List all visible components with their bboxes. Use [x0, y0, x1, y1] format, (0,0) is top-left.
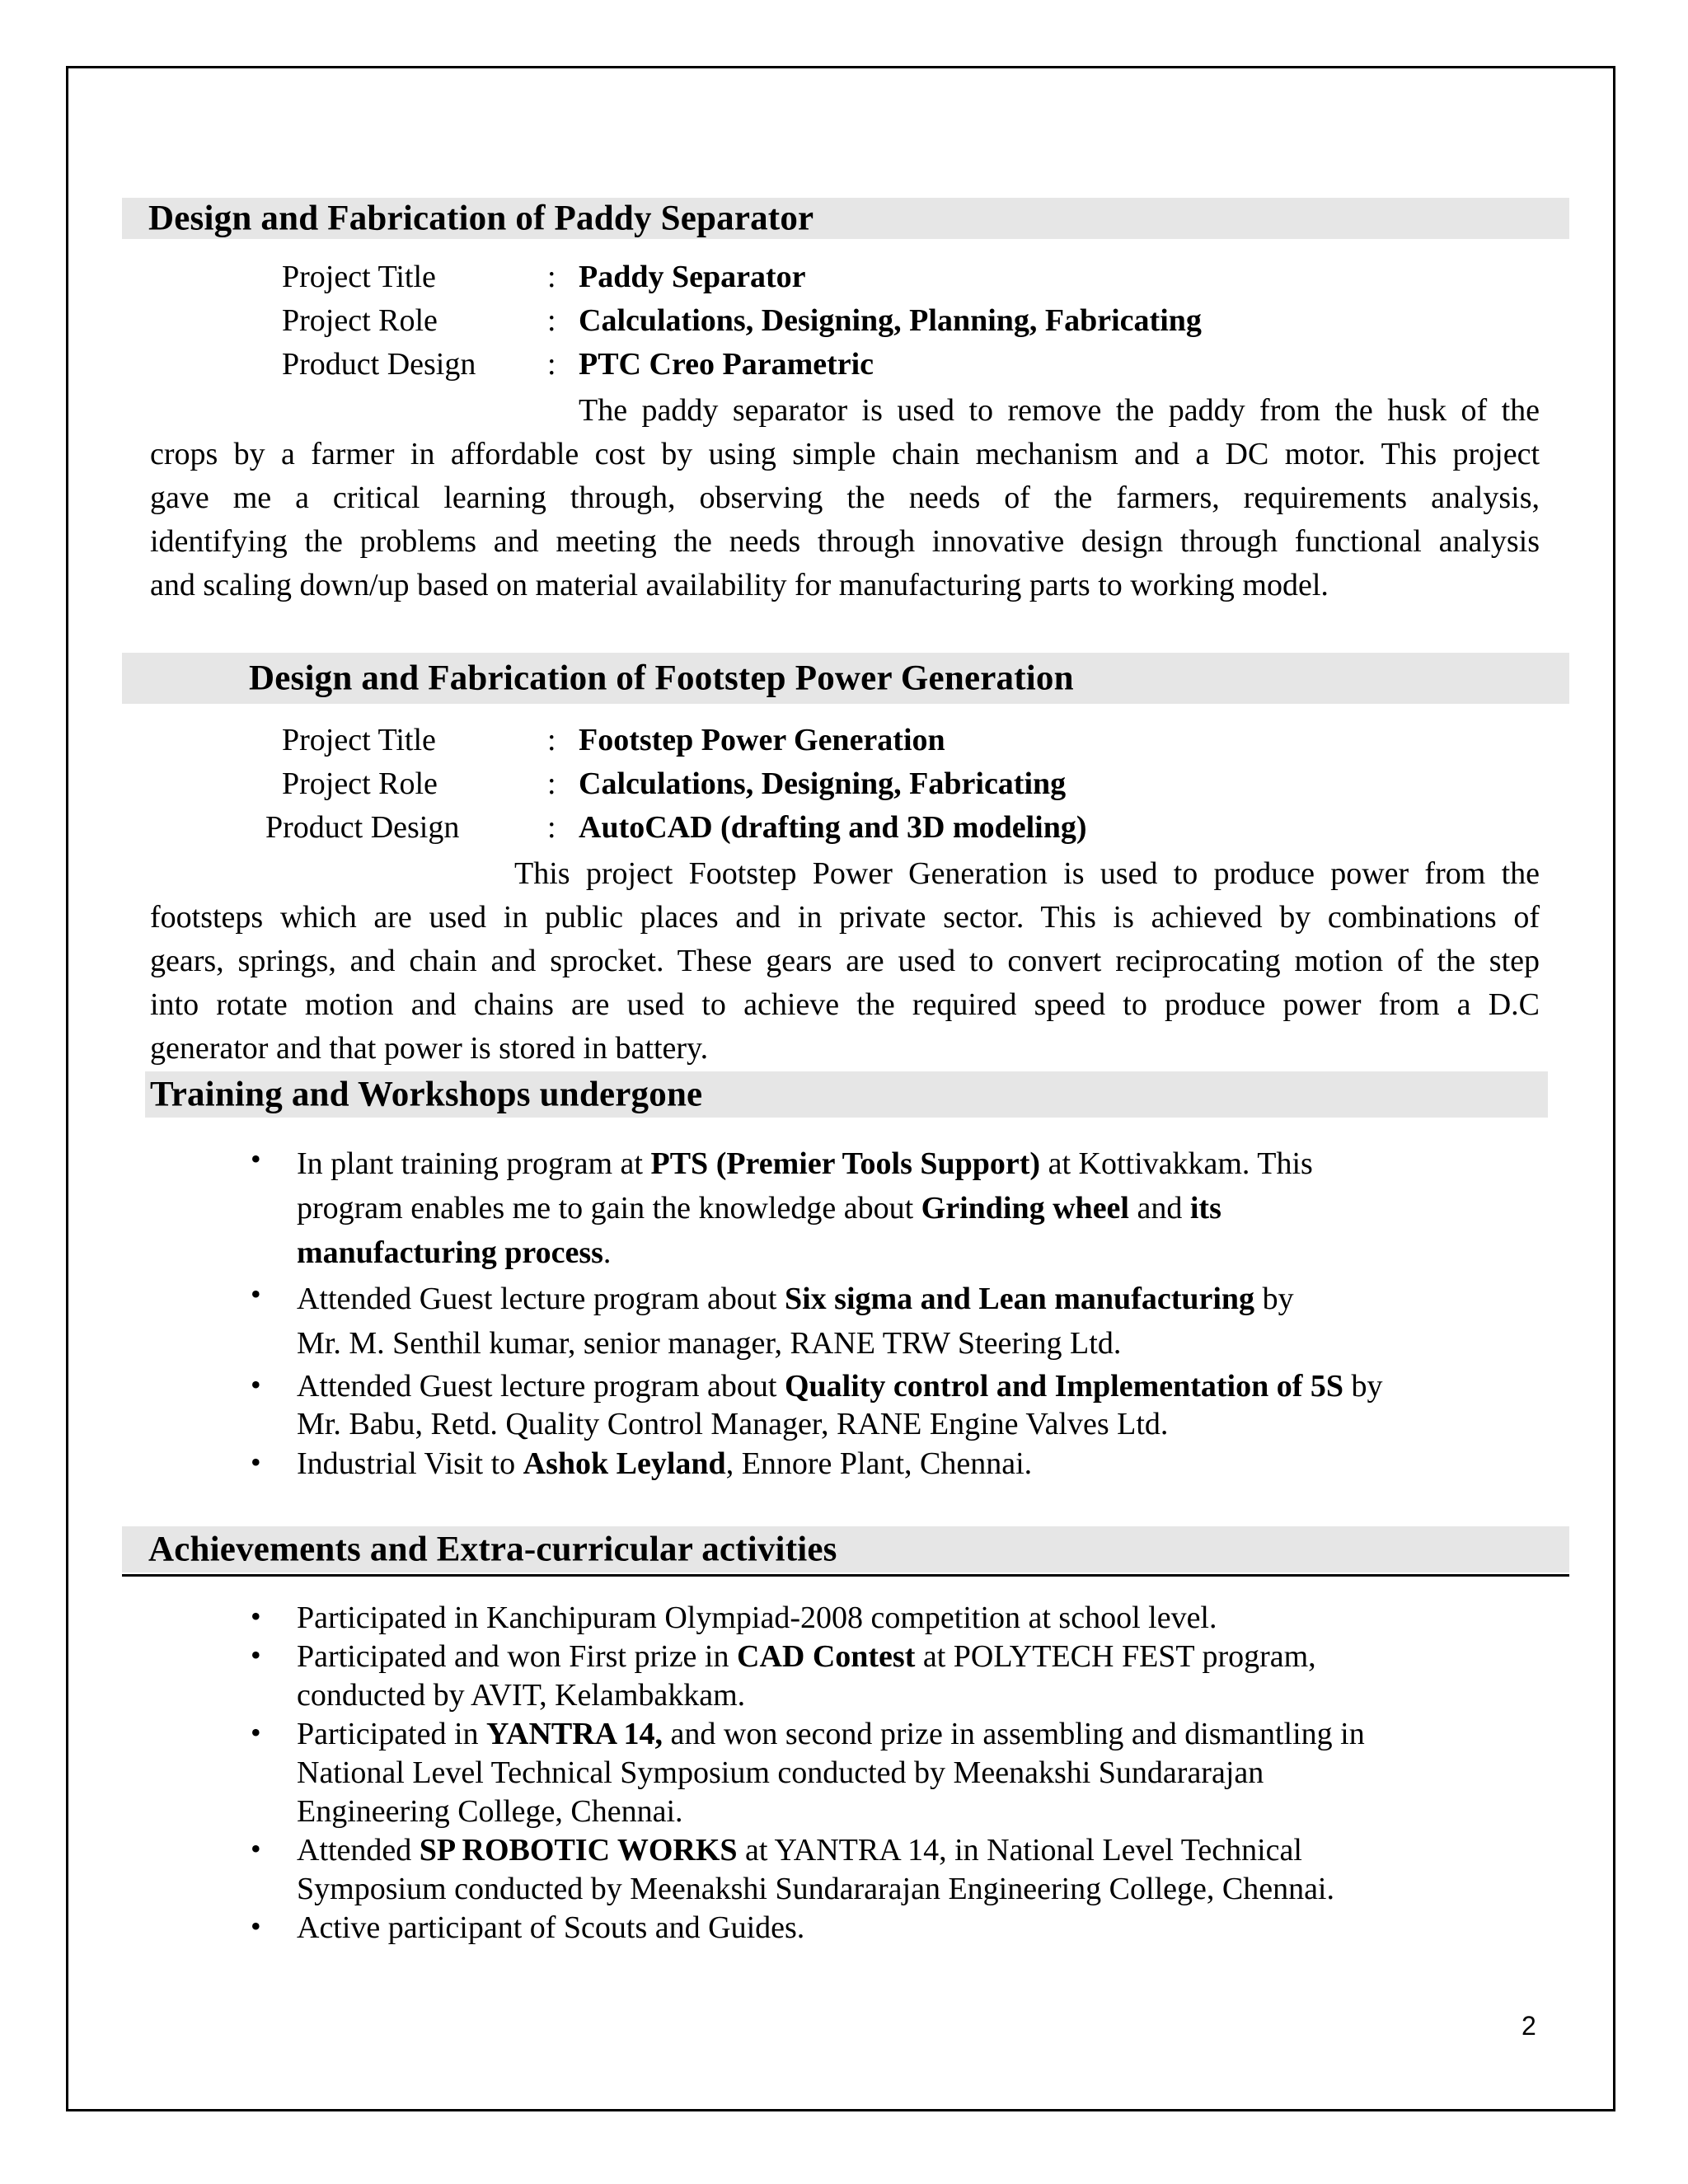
bullet-item	[251, 1599, 1533, 1638]
bullet-icon: •	[251, 1142, 261, 1175]
field-value: Calculations, Designing, Fabricating	[579, 766, 1067, 801]
bullet-line	[297, 1445, 1533, 1483]
text: Symposium conducted by Meenakshi Sundararajan Engineering College, Chennai.	[297, 1872, 1334, 1906]
description-line: The paddy separator is used to remove the paddy from the husk of the	[579, 393, 1540, 428]
bullet-line	[297, 1793, 1533, 1831]
field-separator: :	[547, 260, 556, 294]
bullet-line	[297, 1676, 1533, 1715]
section-heading-paddy-separator	[122, 198, 1569, 239]
text: Mr. Babu, Retd. Quality Control Manager, RANE Engine Valves Ltd.	[297, 1407, 1169, 1441]
text: Attended	[297, 1833, 420, 1868]
text: Mr. M. Senthil kumar, senior manager, RANE TRW Steering Ltd.	[297, 1326, 1122, 1361]
field-label: Product Design	[265, 810, 460, 845]
text: Active participant of Scouts and Guides.	[297, 1910, 805, 1945]
text: Attended Guest lecture program about	[297, 1282, 785, 1316]
field-separator: :	[547, 810, 556, 845]
text: at POLYTECH FEST program,	[915, 1639, 1316, 1674]
text: Participated and won First prize in	[297, 1639, 737, 1674]
bold-text: Grinding wheel	[921, 1191, 1129, 1226]
text: and	[1128, 1191, 1190, 1226]
bold-text: PTS (Premier Tools Support)	[650, 1146, 1041, 1181]
text: Participated in	[297, 1717, 487, 1751]
section-heading-text: Achievements and Extra-curricular activities	[148, 1530, 837, 1569]
bullet-line	[297, 1599, 1533, 1638]
text: by	[1343, 1369, 1383, 1404]
bullet-line	[297, 1186, 1533, 1230]
description-line: and scaling down/up based on material availability for manufacturing parts to working model.	[150, 568, 1329, 602]
bold-text: Six sigma and Lean manufacturing	[784, 1282, 1255, 1316]
bullet-item	[251, 1445, 1533, 1483]
description-line: gears, springs, and chain and sprocket. These gears are used to convert reciprocating motion of the step	[150, 944, 1540, 978]
bold-text: CAD Contest	[737, 1639, 916, 1674]
section-heading-text: Training and Workshops undergone	[150, 1075, 703, 1114]
bold-text: SP ROBOTIC WORKS	[419, 1833, 738, 1868]
description-line: identifying the problems and meeting the needs through innovative design through functional analysis	[150, 524, 1540, 559]
field-value: Footstep Power Generation	[579, 723, 945, 757]
section-heading-training	[145, 1071, 1548, 1118]
text: .	[603, 1235, 612, 1270]
bullet-icon: •	[251, 1832, 261, 1865]
bullet-line	[297, 1277, 1533, 1321]
bullet-line	[297, 1870, 1533, 1909]
field-label: Project Role	[282, 766, 438, 801]
bullet-item	[251, 1715, 1533, 1831]
text: Participated in Kanchipuram Olympiad-2008 competition at school level.	[297, 1601, 1217, 1635]
field-label: Project Title	[282, 260, 436, 294]
section-heading-text: Design and Fabrication of Paddy Separator	[148, 199, 814, 238]
project-description	[150, 389, 1540, 607]
bullet-icon: •	[251, 1600, 261, 1633]
section-heading-footstep-power	[122, 653, 1569, 704]
bold-text: its	[1189, 1191, 1221, 1226]
text: conducted by AVIT, Kelambakkam.	[297, 1678, 746, 1713]
bold-text: Ashok Leyland	[523, 1446, 726, 1481]
text: , Ennore Plant, Chennai.	[725, 1446, 1033, 1481]
bullet-item	[251, 1831, 1533, 1909]
text: In plant training program at	[297, 1146, 651, 1181]
text: National Level Technical Symposium conducted by Meenakshi Sundararajan	[297, 1755, 1264, 1790]
field-value: PTC Creo Parametric	[579, 347, 874, 382]
field-separator: :	[547, 347, 556, 382]
bullet-line	[297, 1909, 1533, 1947]
text: program enables me to gain the knowledge about	[297, 1191, 921, 1226]
text: Engineering College, Chennai.	[297, 1794, 683, 1829]
bullet-line	[297, 1230, 1533, 1275]
description-line: crops by a farmer in affordable cost by using simple chain mechanism and a DC motor. This project	[150, 437, 1540, 471]
bullet-line	[297, 1831, 1533, 1870]
bullet-icon: •	[251, 1446, 261, 1479]
text: by	[1254, 1282, 1294, 1316]
bullet-item	[251, 1638, 1533, 1715]
bullet-item	[251, 1141, 1533, 1275]
text: Industrial Visit to	[297, 1446, 523, 1481]
bullet-line	[297, 1405, 1533, 1443]
bullet-line	[297, 1367, 1533, 1405]
bullet-icon: •	[251, 1368, 261, 1401]
field-value: Paddy Separator	[579, 260, 806, 294]
text: at YANTRA 14, in National Level Technical	[737, 1833, 1302, 1868]
bold-text: manufacturing process	[297, 1235, 603, 1270]
description-line: footsteps which are used in public places and in private sector. This is achieved by combinations of	[150, 900, 1540, 935]
field-label: Product Design	[282, 347, 476, 382]
bullet-icon: •	[251, 1910, 261, 1943]
bullet-line	[297, 1715, 1533, 1754]
bold-text: Quality control and Implementation of 5S	[784, 1369, 1344, 1404]
field-separator: :	[547, 303, 556, 338]
page-number: 2	[1522, 2011, 1536, 2041]
description-line: This project Footstep Power Generation is used to produce power from the	[514, 856, 1540, 891]
bullet-item	[251, 1909, 1533, 1947]
bullet-line	[297, 1141, 1533, 1186]
training-list	[251, 1141, 1533, 1483]
description-line: generator and that power is stored in battery.	[150, 1031, 709, 1066]
description-line: into rotate motion and chains are used to achieve the required speed to produce power from a D.C	[150, 987, 1540, 1022]
description-line: gave me a critical learning through, observing the needs of the farmers, requirements analysis,	[150, 480, 1540, 515]
bullet-line	[297, 1321, 1533, 1366]
bullet-line	[297, 1638, 1533, 1676]
bullet-line	[297, 1754, 1533, 1793]
bullet-item	[251, 1277, 1533, 1366]
field-label: Project Title	[282, 723, 436, 757]
project-description	[150, 852, 1540, 1071]
bullet-icon: •	[251, 1716, 261, 1749]
section-heading-text: Design and Fabrication of Footstep Power Generation	[249, 658, 1074, 698]
section-heading-achievements	[122, 1526, 1569, 1572]
field-separator: :	[547, 723, 556, 757]
field-separator: :	[547, 766, 556, 801]
achievements-list	[251, 1599, 1533, 1947]
bullet-icon: •	[251, 1277, 261, 1310]
text: and won second prize in assembling and dismantling in	[663, 1717, 1365, 1751]
field-value: AutoCAD (drafting and 3D modeling)	[579, 810, 1087, 845]
field-value: Calculations, Designing, Planning, Fabricating	[579, 303, 1202, 338]
text: Attended Guest lecture program about	[297, 1369, 785, 1404]
section-divider	[122, 1574, 1569, 1577]
text: at Kottivakkam. This	[1040, 1146, 1313, 1181]
bold-text: YANTRA 14,	[486, 1717, 663, 1751]
bullet-icon: •	[251, 1638, 261, 1671]
bullet-item	[251, 1367, 1533, 1443]
field-label: Project Role	[282, 303, 438, 338]
